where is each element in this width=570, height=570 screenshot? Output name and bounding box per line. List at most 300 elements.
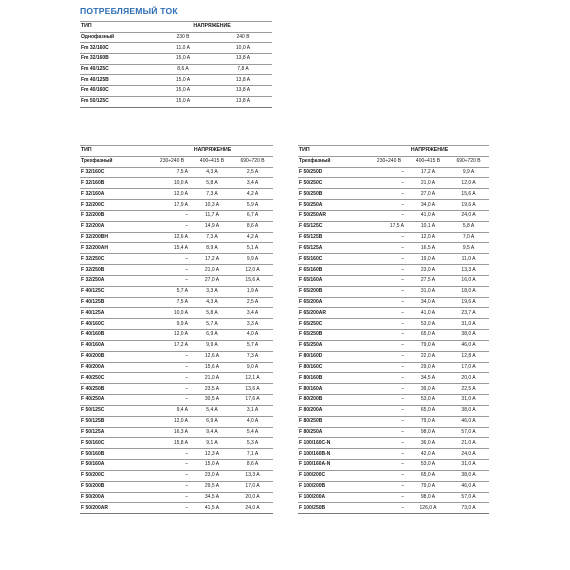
current-value-cell: 7,5 A <box>152 297 192 308</box>
current-value-cell: 10,0 A <box>152 308 192 319</box>
current-value-cell: 13,6 A <box>232 384 273 395</box>
header-row <box>298 146 489 157</box>
current-value-cell: 41,0 A <box>408 308 448 319</box>
pump-type-cell: F 65/200B <box>298 286 370 297</box>
current-value-cell: – <box>152 449 192 460</box>
current-value-cell: 23,5 A <box>192 384 232 395</box>
current-value-cell: 13,8 A <box>214 96 272 107</box>
current-value-cell: 5,4 A <box>192 405 232 416</box>
current-value-cell: – <box>370 319 408 330</box>
current-value-cell: 15,0 A <box>152 96 214 107</box>
current-value-cell: – <box>370 308 408 319</box>
current-value-cell: – <box>370 189 408 200</box>
current-value-cell: – <box>370 297 408 308</box>
current-value-cell: 53,0 A <box>408 460 448 471</box>
current-value-cell: 46,0 A <box>448 340 489 351</box>
pump-type-cell: F 80/200A <box>298 405 370 416</box>
current-value-cell: 3,3 A <box>232 319 273 330</box>
table-row <box>298 427 489 438</box>
table-row <box>298 340 489 351</box>
current-value-cell: 7,3 A <box>192 189 232 200</box>
table-row <box>80 449 273 460</box>
three-phase-right-body <box>298 146 489 514</box>
current-value-cell: 34,0 A <box>408 297 448 308</box>
table-row <box>80 362 273 373</box>
pump-type-cell: F 65/125B <box>298 232 370 243</box>
pump-type-cell: F 80/250A <box>298 427 370 438</box>
pump-type-cell: Fm 40/125C <box>80 64 152 75</box>
current-value-cell: – <box>370 232 408 243</box>
current-value-cell: 17,9 A <box>152 200 192 211</box>
current-value-cell: 65,0 A <box>408 405 448 416</box>
current-value-cell: 13,3 A <box>232 470 273 481</box>
page-title: ПОТРЕБЛЯЕМЫЙ ТОК <box>80 6 178 16</box>
current-value-cell: 31,0 A <box>448 395 489 406</box>
table-row <box>80 373 273 384</box>
table-row <box>80 221 273 232</box>
current-value-cell: 9,5 A <box>448 243 489 254</box>
current-value-cell: 15,4 A <box>152 243 192 254</box>
pump-type-cell: F 32/200BH <box>80 232 152 243</box>
current-value-cell: – <box>370 275 408 286</box>
current-value-cell: – <box>370 460 408 471</box>
table-row <box>80 286 273 297</box>
column-header: 690÷720 В <box>448 156 489 167</box>
header-row <box>80 22 272 33</box>
current-value-cell: 15,6 A <box>232 275 273 286</box>
pump-type-cell: F 40/160B <box>80 330 152 341</box>
current-value-cell: 12,0 A <box>152 416 192 427</box>
pump-type-cell: F 40/200B <box>80 351 152 362</box>
current-value-cell: 17,2 A <box>408 167 448 178</box>
table-row <box>298 351 489 362</box>
current-value-cell: 15,0 A <box>152 54 214 65</box>
current-value-cell: 6,9 A <box>192 416 232 427</box>
current-value-cell: – <box>152 221 192 232</box>
table-row <box>298 297 489 308</box>
group-label: Однофазный <box>80 32 152 43</box>
current-value-cell: 8,6 A <box>232 460 273 471</box>
table-row <box>80 210 273 221</box>
current-value-cell: 31,0 A <box>408 286 448 297</box>
current-value-cell: 23,7 A <box>448 308 489 319</box>
pump-type-cell: F 40/250C <box>80 373 152 384</box>
pump-type-cell: F 40/200A <box>80 362 152 373</box>
current-value-cell: 11,0 A <box>448 254 489 265</box>
current-value-cell: 13,8 A <box>214 86 272 97</box>
subheader-row <box>80 32 272 43</box>
pump-type-cell: F 100/160A-N <box>298 460 370 471</box>
current-value-cell: 53,0 A <box>408 319 448 330</box>
current-value-cell: 42,0 A <box>408 449 448 460</box>
table-row <box>80 340 273 351</box>
current-value-cell: 4,0 A <box>232 416 273 427</box>
current-value-cell: 65,0 A <box>408 470 448 481</box>
current-value-cell: 2,5 A <box>232 167 273 178</box>
current-value-cell: – <box>370 286 408 297</box>
table-row <box>80 460 273 471</box>
table-row <box>298 210 489 221</box>
current-value-cell: – <box>370 330 408 341</box>
pump-type-cell: F 80/160A <box>298 384 370 395</box>
pump-type-cell: Fm 32/160B <box>80 54 152 65</box>
current-value-cell: 17,0 A <box>448 362 489 373</box>
current-value-cell: 20,0 A <box>232 492 273 503</box>
current-value-cell: 7,0 A <box>448 232 489 243</box>
single-phase-table <box>80 21 272 108</box>
current-value-cell: 12,0 A <box>152 189 192 200</box>
table-row <box>80 243 273 254</box>
pump-type-cell: F 32/160A <box>80 189 152 200</box>
current-value-cell: 12,0 A <box>448 178 489 189</box>
current-value-cell: 3,4 A <box>232 178 273 189</box>
table-row <box>80 254 273 265</box>
table-row <box>298 460 489 471</box>
current-value-cell: 38,0 A <box>448 470 489 481</box>
current-value-cell: – <box>370 470 408 481</box>
current-value-cell: 4,3 A <box>192 167 232 178</box>
current-value-cell: 7,8 A <box>214 64 272 75</box>
current-value-cell: 27,0 A <box>192 275 232 286</box>
table-row <box>80 297 273 308</box>
current-value-cell: – <box>370 395 408 406</box>
current-value-cell: 22,0 A <box>408 351 448 362</box>
pump-type-cell: F 40/250A <box>80 395 152 406</box>
header-row <box>80 146 273 157</box>
current-value-cell: 7,3 A <box>192 232 232 243</box>
group-label: Трехфазный <box>80 156 152 167</box>
voltage-header: НАПРЯЖЕНИЕ <box>152 22 272 33</box>
subheader-row <box>80 156 273 167</box>
pump-type-cell: F 65/200A <box>298 297 370 308</box>
table-row <box>80 265 273 276</box>
table-row <box>80 43 272 54</box>
pump-type-cell: F 40/125A <box>80 308 152 319</box>
three-phase-left-body <box>80 146 273 514</box>
pump-type-cell: F 100/200B <box>298 481 370 492</box>
pump-type-cell: F 65/160A <box>298 275 370 286</box>
table-row <box>80 54 272 65</box>
pump-type-cell: F 32/250A <box>80 275 152 286</box>
table-row <box>80 178 273 189</box>
current-value-cell: 5,1 A <box>232 243 273 254</box>
current-value-cell: 79,0 A <box>408 340 448 351</box>
current-value-cell: 17,2 A <box>192 254 232 265</box>
pump-type-cell: F 65/250B <box>298 330 370 341</box>
current-value-cell: 20,0 A <box>448 373 489 384</box>
current-value-cell: – <box>152 503 192 514</box>
table-row <box>298 373 489 384</box>
current-value-cell: 15,0 A <box>152 86 214 97</box>
current-value-cell: 6,7 A <box>232 210 273 221</box>
pump-type-cell: F 50/200B <box>80 481 152 492</box>
table-row <box>298 319 489 330</box>
current-value-cell: – <box>152 395 192 406</box>
table-row <box>80 384 273 395</box>
current-value-cell: 7,1 A <box>232 449 273 460</box>
current-value-cell: 9,0 A <box>232 362 273 373</box>
table-row <box>80 167 273 178</box>
table-row <box>80 438 273 449</box>
pump-type-cell: F 32/200AH <box>80 243 152 254</box>
current-value-cell: 15,0 A <box>192 460 232 471</box>
current-value-cell: – <box>152 362 192 373</box>
pump-type-cell: F 50/250AR <box>298 210 370 221</box>
current-value-cell: – <box>370 449 408 460</box>
current-value-cell: 126,0 A <box>408 503 448 514</box>
pump-type-cell: F 50/250C <box>298 178 370 189</box>
three-phase-table-right <box>298 145 489 514</box>
current-value-cell: – <box>370 427 408 438</box>
current-value-cell: – <box>152 265 192 276</box>
column-header: 230÷240 В <box>370 156 408 167</box>
current-value-cell: 31,0 A <box>448 319 489 330</box>
current-value-cell: 5,9 A <box>232 200 273 211</box>
current-value-cell: 16,0 A <box>448 275 489 286</box>
type-header: ТИП <box>298 146 370 157</box>
three-phase-table-left <box>80 145 273 514</box>
current-value-cell: 5,8 A <box>192 178 232 189</box>
current-value-cell: 11,7 A <box>192 210 232 221</box>
table-row <box>298 395 489 406</box>
current-value-cell: 2,5 A <box>232 297 273 308</box>
current-value-cell: 3,3 A <box>192 286 232 297</box>
current-value-cell: 29,5 A <box>192 481 232 492</box>
table-row <box>298 286 489 297</box>
current-value-cell: 15,6 A <box>192 362 232 373</box>
current-value-cell: 39,0 A <box>408 384 448 395</box>
current-value-cell: 31,0 A <box>448 460 489 471</box>
pump-type-cell: F 65/125C <box>298 221 370 232</box>
current-value-cell: 34,0 A <box>408 200 448 211</box>
current-value-cell: 23,0 A <box>408 265 448 276</box>
column-header: 400÷415 В <box>408 156 448 167</box>
table-row <box>298 189 489 200</box>
table-row <box>80 330 273 341</box>
current-value-cell: 14,9 A <box>192 221 232 232</box>
type-header: ТИП <box>80 22 152 33</box>
table-row <box>80 416 273 427</box>
table-row <box>80 503 273 514</box>
pump-type-cell: F 80/250B <box>298 416 370 427</box>
current-value-cell: 24,0 A <box>232 503 273 514</box>
table-row <box>298 167 489 178</box>
type-header: ТИП <box>80 146 152 157</box>
current-value-cell: 5,3 A <box>232 438 273 449</box>
current-value-cell: 65,0 A <box>408 330 448 341</box>
table-row <box>80 351 273 362</box>
current-value-cell: 10,0 A <box>152 178 192 189</box>
pump-type-cell: F 100/200A <box>298 492 370 503</box>
pump-type-cell: F 50/200AR <box>80 503 152 514</box>
current-value-cell: 3,1 A <box>232 405 273 416</box>
current-value-cell: 12,6 A <box>192 351 232 362</box>
pump-type-cell: F 80/200B <box>298 395 370 406</box>
current-value-cell: 15,0 A <box>152 75 214 86</box>
pump-type-cell: F 65/250C <box>298 319 370 330</box>
single-phase-body <box>80 22 272 108</box>
pump-type-cell: F 80/160D <box>298 351 370 362</box>
pump-type-cell: F 50/250A <box>298 200 370 211</box>
pump-type-cell: F 65/125A <box>298 243 370 254</box>
pump-type-cell: F 65/200AR <box>298 308 370 319</box>
current-value-cell: 36,0 A <box>408 438 448 449</box>
current-value-cell: 1,9 A <box>232 286 273 297</box>
current-value-cell: 8,9 A <box>192 243 232 254</box>
current-value-cell: 11,0 A <box>152 43 214 54</box>
current-value-cell: 17,2 A <box>152 340 192 351</box>
current-value-cell: 9,9 A <box>232 254 273 265</box>
current-value-cell: 41,0 A <box>408 210 448 221</box>
pump-type-cell: F 65/160C <box>298 254 370 265</box>
current-value-cell: – <box>152 373 192 384</box>
table-row <box>298 243 489 254</box>
current-value-cell: 9,4 A <box>192 427 232 438</box>
current-value-cell: – <box>152 460 192 471</box>
pump-type-cell: F 40/160C <box>80 319 152 330</box>
pump-type-cell: F 80/160C <box>298 362 370 373</box>
current-value-cell: 29,0 A <box>408 362 448 373</box>
pump-type-cell: F 32/250C <box>80 254 152 265</box>
pump-type-cell: F 32/200A <box>80 221 152 232</box>
table-row <box>80 232 273 243</box>
current-value-cell: 17,5 A <box>370 221 408 232</box>
current-value-cell: – <box>370 265 408 276</box>
table-row <box>80 492 273 503</box>
table-row <box>298 330 489 341</box>
current-value-cell: 19,0 A <box>408 254 448 265</box>
current-value-cell: 79,0 A <box>408 416 448 427</box>
current-value-cell: 15,6 A <box>448 189 489 200</box>
current-value-cell: 12,0 A <box>152 330 192 341</box>
current-value-cell: 3,4 A <box>232 308 273 319</box>
current-value-cell: 12,3 A <box>192 449 232 460</box>
current-value-cell: 5,7 A <box>192 319 232 330</box>
current-value-cell: 21,0 A <box>448 438 489 449</box>
current-value-cell: 5,7 A <box>152 286 192 297</box>
current-value-cell: – <box>370 405 408 416</box>
current-value-cell: – <box>370 384 408 395</box>
current-value-cell: 12,0 A <box>408 232 448 243</box>
current-value-cell: – <box>152 481 192 492</box>
pump-type-cell: F 32/250B <box>80 265 152 276</box>
table-row <box>298 449 489 460</box>
current-value-cell: 12,1 A <box>232 373 273 384</box>
column-header: 400÷415 В <box>192 156 232 167</box>
current-value-cell: – <box>370 210 408 221</box>
current-value-cell: 9,9 A <box>448 167 489 178</box>
current-value-cell: 34,5 A <box>192 492 232 503</box>
current-value-cell: 30,5 A <box>192 395 232 406</box>
pump-type-cell: F 32/160B <box>80 178 152 189</box>
subheader-row <box>298 156 489 167</box>
table-row <box>298 200 489 211</box>
current-value-cell: 10,3 A <box>192 200 232 211</box>
pump-type-cell: F 50/200C <box>80 470 152 481</box>
table-row <box>298 503 489 514</box>
current-value-cell: – <box>370 254 408 265</box>
current-value-cell: 15,8 A <box>152 438 192 449</box>
table-row <box>298 470 489 481</box>
current-value-cell: – <box>152 351 192 362</box>
column-header: 690÷720 В <box>232 156 273 167</box>
table-row <box>80 319 273 330</box>
pump-type-cell: F 50/200A <box>80 492 152 503</box>
column-header: 240 В <box>214 32 272 43</box>
table-row <box>298 178 489 189</box>
current-value-cell: 12,0 A <box>232 265 273 276</box>
current-value-cell: 46,0 A <box>448 481 489 492</box>
pump-type-cell: F 100/160B-N <box>298 449 370 460</box>
pump-type-cell: F 50/250B <box>298 189 370 200</box>
current-value-cell: 16,3 A <box>152 427 192 438</box>
column-header: 230÷240 В <box>152 156 192 167</box>
current-value-cell: 27,5 A <box>408 275 448 286</box>
current-value-cell: 9,9 A <box>152 319 192 330</box>
current-value-cell: 5,4 A <box>232 427 273 438</box>
current-value-cell: – <box>152 210 192 221</box>
table-row <box>298 265 489 276</box>
table-row <box>298 492 489 503</box>
pump-type-cell: F 32/200C <box>80 200 152 211</box>
table-row <box>80 405 273 416</box>
current-value-cell: – <box>370 362 408 373</box>
pump-type-cell: F 32/200B <box>80 210 152 221</box>
pump-type-cell: F 50/125C <box>80 405 152 416</box>
current-value-cell: 4,0 A <box>232 330 273 341</box>
current-value-cell: – <box>370 373 408 384</box>
pump-type-cell: Fm 50/125C <box>80 96 152 107</box>
table-row <box>298 405 489 416</box>
pump-type-cell: Fm 40/160C <box>80 86 152 97</box>
current-value-cell: 17,6 A <box>232 395 273 406</box>
current-value-cell: 21,0 A <box>192 265 232 276</box>
current-value-cell: 57,0 A <box>448 492 489 503</box>
current-value-cell: 7,3 A <box>232 351 273 362</box>
current-value-cell: – <box>370 243 408 254</box>
table-row <box>298 275 489 286</box>
pump-type-cell: F 65/160B <box>298 265 370 276</box>
voltage-header: НАПРЯЖЕНИЕ <box>370 146 489 157</box>
table-row <box>298 362 489 373</box>
current-value-cell: 38,0 A <box>448 405 489 416</box>
current-value-cell: – <box>370 438 408 449</box>
pump-type-cell: F 50/250D <box>298 167 370 178</box>
table-row <box>80 470 273 481</box>
table-row <box>80 75 272 86</box>
current-value-cell: 22,5 A <box>448 384 489 395</box>
current-value-cell: 21,0 A <box>192 373 232 384</box>
pump-type-cell: F 65/250A <box>298 340 370 351</box>
current-value-cell: 24,0 A <box>448 449 489 460</box>
pump-type-cell: F 100/250B <box>298 503 370 514</box>
current-value-cell: – <box>370 340 408 351</box>
current-value-cell: 9,4 A <box>152 405 192 416</box>
current-value-cell: 73,0 A <box>448 503 489 514</box>
current-value-cell: 9,1 A <box>192 438 232 449</box>
current-value-cell: 34,5 A <box>408 373 448 384</box>
table-row <box>80 64 272 75</box>
pump-type-cell: F 50/125A <box>80 427 152 438</box>
current-value-cell: – <box>370 178 408 189</box>
pump-type-cell: F 32/160C <box>80 167 152 178</box>
table-row <box>298 438 489 449</box>
current-value-cell: 5,8 A <box>192 308 232 319</box>
table-row <box>80 308 273 319</box>
current-value-cell: 18,0 A <box>448 286 489 297</box>
current-value-cell: 13,8 A <box>214 75 272 86</box>
current-value-cell: 10,0 A <box>214 43 272 54</box>
